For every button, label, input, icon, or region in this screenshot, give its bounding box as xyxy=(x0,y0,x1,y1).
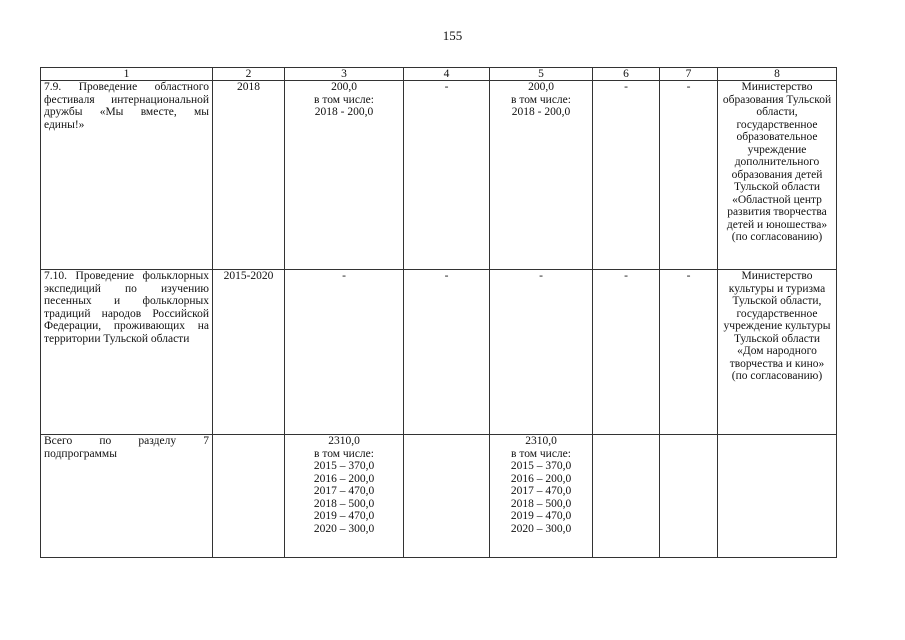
page-number: 155 xyxy=(442,28,463,43)
column-header-2: 2 xyxy=(213,68,285,81)
regional-cell xyxy=(490,81,593,270)
amount-line: 2016 – 200,0 xyxy=(510,472,572,485)
period-cell: 2018 xyxy=(213,81,285,270)
regional-cell xyxy=(490,270,593,435)
amount-line: 2016 – 200,0 xyxy=(313,472,375,485)
program-table xyxy=(40,67,837,558)
amount-line: в том числе: xyxy=(511,447,571,460)
amount-line: в том числе: xyxy=(314,447,374,460)
column-header-5: 5 xyxy=(490,68,593,81)
column-header-4: 4 xyxy=(404,68,490,81)
column-header-7: 7 xyxy=(660,68,718,81)
executor-cell xyxy=(718,435,837,558)
total-cell xyxy=(285,81,404,270)
amount-line: 2018 – 500,0 xyxy=(510,497,572,510)
col6-cell: - xyxy=(593,270,660,435)
amount-line: 2020 – 300,0 xyxy=(313,522,375,535)
column-header-6: 6 xyxy=(593,68,660,81)
amount-line: 2018 - 200,0 xyxy=(511,106,571,118)
column-header-3: 3 xyxy=(285,68,404,81)
col7-cell xyxy=(660,435,718,558)
executor-cell: Министерство культуры и туризма Тульской области, государственное учреждение культуры Тульской области «Дом народного творчества и кино» (по согласованию) xyxy=(718,270,837,435)
activity-cell: 7.9. Проведение областного фестиваля интернациональной дружбы «Мы вместе, мы едины!» xyxy=(41,81,213,270)
amount-line: 2015 – 370,0 xyxy=(510,460,572,472)
period-cell: 2015-2020 xyxy=(213,270,285,435)
total-cell xyxy=(285,270,404,435)
col7-cell: - xyxy=(660,270,718,435)
amount-line: 2310,0 xyxy=(525,435,557,447)
col6-cell: - xyxy=(593,81,660,270)
amount-line: 200,0 xyxy=(528,81,554,93)
amount-line: 2018 – 500,0 xyxy=(313,497,375,510)
amount-line: в том числе: xyxy=(314,93,374,106)
col6-cell xyxy=(593,435,660,558)
column-header-1: 1 xyxy=(41,68,213,81)
amount-line: 2310,0 xyxy=(328,435,360,447)
amount-line: 2017 – 470,0 xyxy=(510,485,572,497)
activity-cell: Всего по разделу 7 подпрограммы xyxy=(41,435,213,558)
amount-line: 2019 – 470,0 xyxy=(510,510,572,522)
regional-cell xyxy=(490,435,593,558)
amount-line: 2018 - 200,0 xyxy=(314,106,374,118)
amount-line: - xyxy=(539,270,543,282)
col4-cell: - xyxy=(404,81,490,270)
executor-cell: Министерство образования Тульской области, государственное образовательное учреждение дополнительного образования детей Тульской области «Областной центр развития творчества детей и юношества» (по согласованию) xyxy=(718,81,837,270)
header-row xyxy=(41,68,837,81)
amount-line: - xyxy=(342,270,346,282)
amount-line: 200,0 xyxy=(331,81,357,93)
amount-line: 2020 – 300,0 xyxy=(510,522,572,535)
table-row xyxy=(41,81,837,270)
amount-line: 2017 – 470,0 xyxy=(313,485,375,497)
total-cell xyxy=(285,435,404,558)
table-row xyxy=(41,270,837,435)
period-cell xyxy=(213,435,285,558)
amount-line: в том числе: xyxy=(511,93,571,106)
activity-cell: 7.10. Проведение фольклорных экспедиций по изучению песенных и фольклорных традиций народов Российской Федерации, проживающих на территории Тульской области xyxy=(41,270,213,435)
amount-line: 2015 – 370,0 xyxy=(313,460,375,472)
col7-cell: - xyxy=(660,81,718,270)
col4-cell xyxy=(404,435,490,558)
amount-line: 2019 – 470,0 xyxy=(313,510,375,522)
table-row xyxy=(41,435,837,558)
column-header-8: 8 xyxy=(718,68,837,81)
col4-cell: - xyxy=(404,270,490,435)
